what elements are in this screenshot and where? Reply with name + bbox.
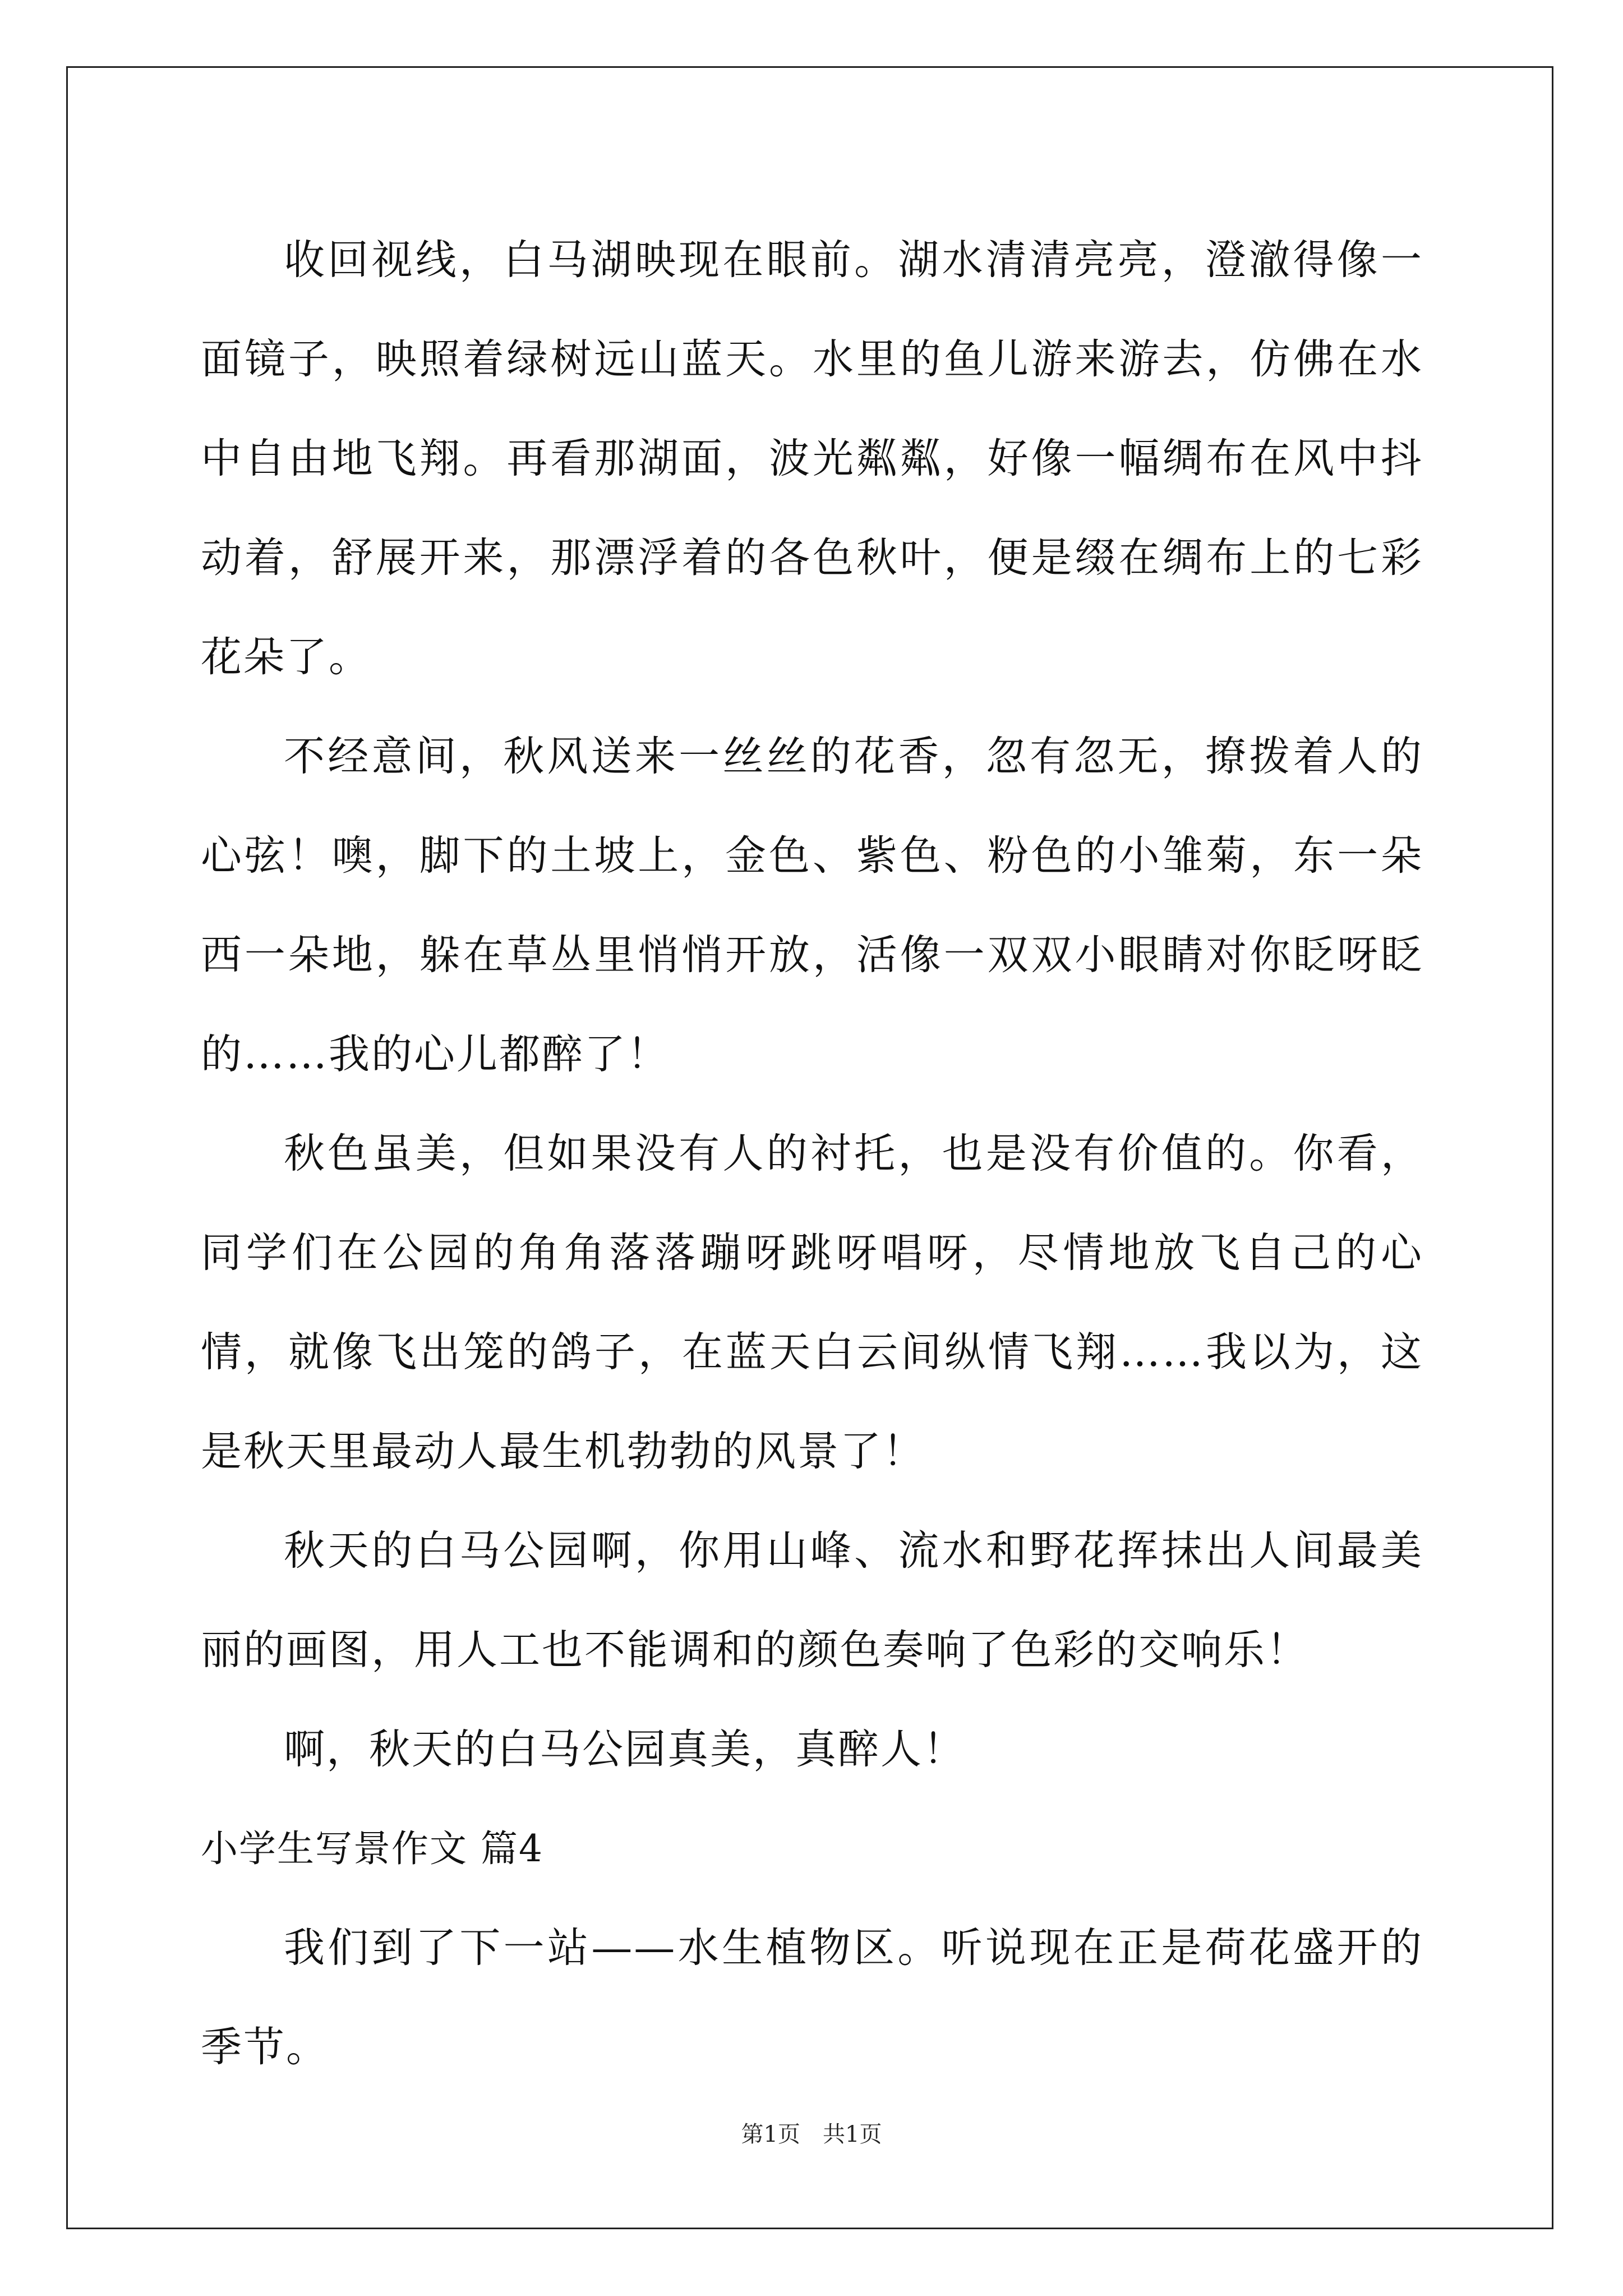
paragraph-5: 啊，秋天的白马公园真美，真醉人！	[284, 1726, 966, 1773]
page-footer: 第1页 共1页	[741, 2122, 882, 2147]
paragraph-3: 秋色虽美，但如果没有人的衬托，也是没有价值的。你看，同学们在公园的角角落落蹦呀跳呀唱呀，尽情地放飞自己的心情，就像飞出笼的鸽子，在蓝天白云间纵情飞翔……我以为，这是秋天里最动人最生机勃勃的风景了！	[201, 1130, 1423, 1475]
section-heading: 小学生写景作文 篇4	[201, 1827, 543, 1870]
paragraph-4: 秋天的白马公园啊，你用山峰、流水和野花挥抹出人间最美丽的画图，用人工也不能调和的颜色奏响了色彩的交响乐！	[201, 1527, 1423, 1674]
document-body	[201, 210, 1423, 2097]
paragraph-1: 收回视线，白马湖映现在眼前。湖水清清亮亮，澄澈得像一面镜子，映照着绿树远山蓝天。水里的鱼儿游来游去，仿佛在水中自由地飞翔。再看那湖面，波光粼粼，好像一幅绸布在风中抖动着，舒展开来，那漂浮着的各色秋叶，便是缀在绸布上的七彩花朵了。	[201, 236, 1423, 681]
paragraph-2: 不经意间，秋风送来一丝丝的花香，忽有忽无，撩拨着人的心弦！噢，脚下的土坡上，金色、紫色、粉色的小雏菊，东一朵西一朵地，躲在草丛里悄悄开放，活像一双双小眼睛对你眨呀眨的……我的心儿都醉了！	[201, 733, 1423, 1078]
paragraph-6: 我们到了下一站——水生植物区。听说现在正是荷花盛开的季节。	[201, 1924, 1423, 2071]
